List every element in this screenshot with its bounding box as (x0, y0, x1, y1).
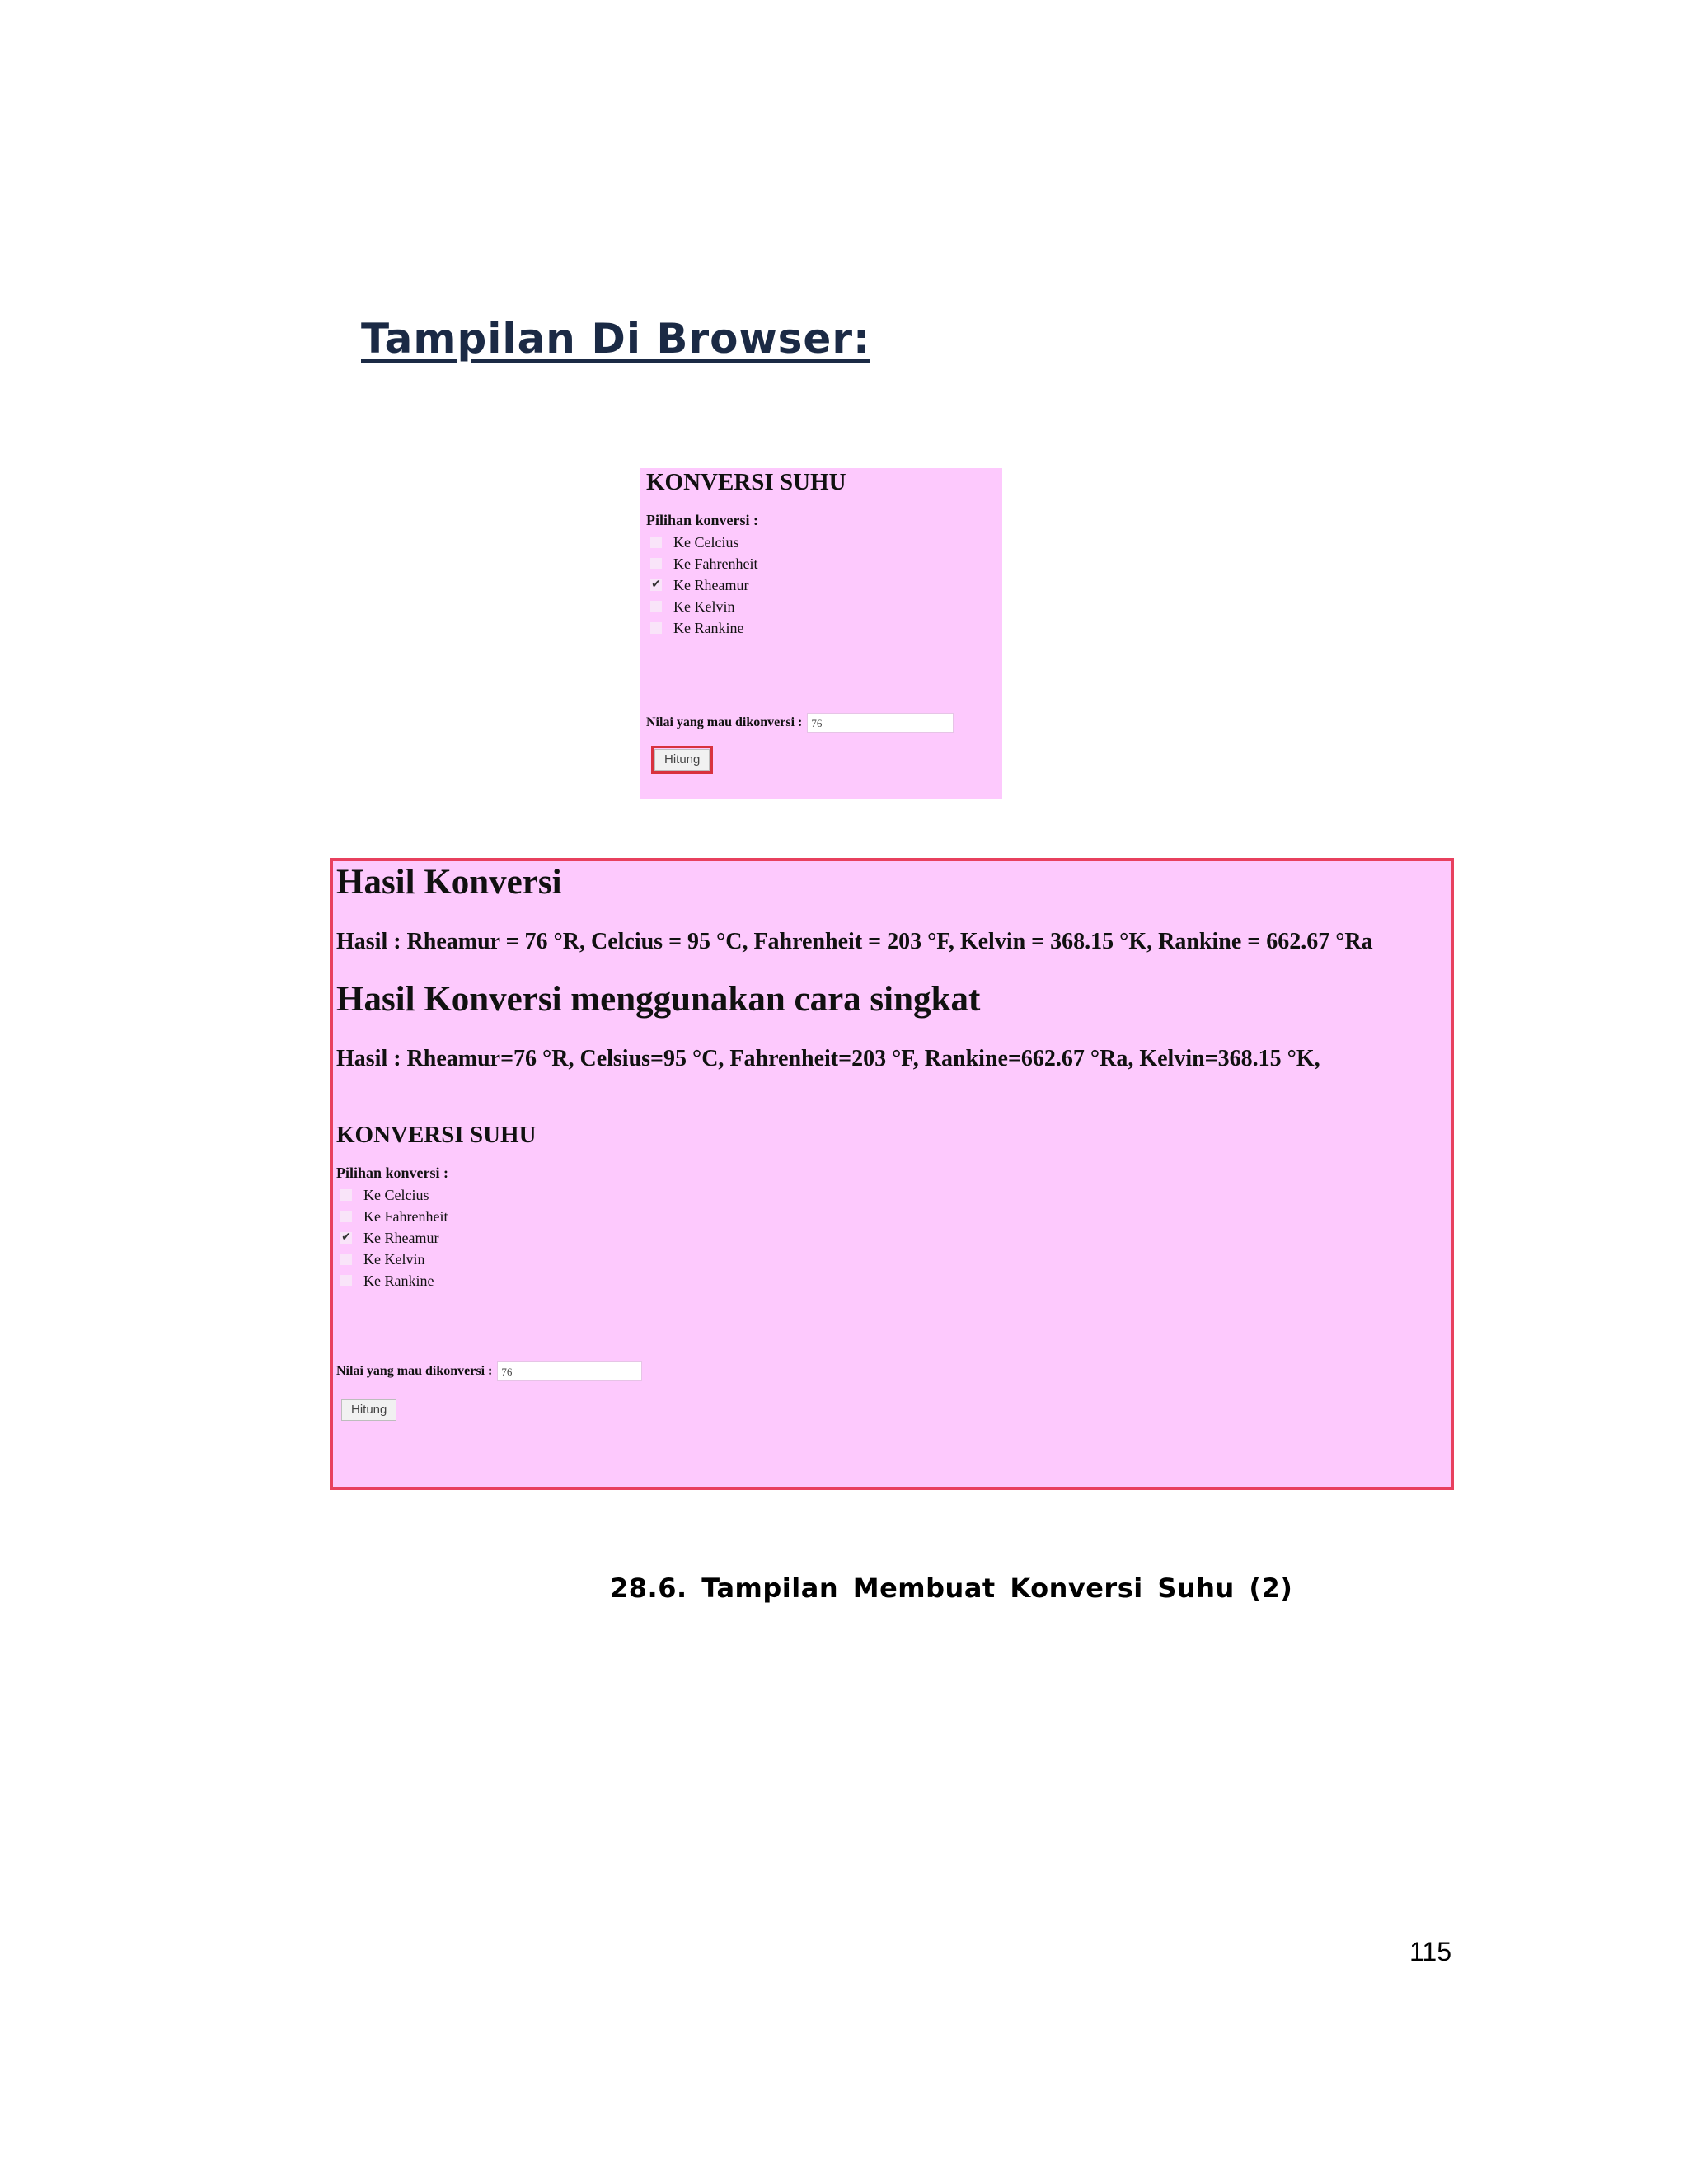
value-input[interactable]: 76 (497, 1361, 642, 1381)
value-label: Nilai yang mau dikonversi : (646, 715, 803, 729)
option-label: Ke Rheamur (363, 1229, 439, 1246)
option-label: Ke Rankine (363, 1272, 434, 1289)
checkbox[interactable] (340, 1189, 352, 1201)
option-label: Ke Kelvin (363, 1250, 425, 1268)
checkbox[interactable] (650, 601, 662, 612)
value-row (646, 713, 996, 733)
option-label: Ke Fahrenheit (673, 555, 758, 572)
form-screenshot (640, 468, 1002, 799)
checkbox-checked[interactable]: ✔ (651, 579, 661, 591)
value-input[interactable]: 76 (807, 713, 954, 733)
result-screenshot (330, 858, 1454, 1490)
option-fahrenheit[interactable] (646, 553, 996, 574)
option-rheamur[interactable] (336, 1227, 1447, 1249)
figure-caption: 28.6. Tampilan Membuat Konversi Suhu (2) (610, 1572, 1293, 1604)
checkbox-checked[interactable]: ✔ (341, 1231, 351, 1244)
option-celcius[interactable] (646, 532, 996, 553)
checkbox[interactable] (650, 622, 662, 634)
value-row (336, 1361, 1447, 1381)
checkbox[interactable] (650, 537, 662, 548)
option-label: Ke Celcius (673, 533, 739, 551)
checkbox[interactable] (340, 1254, 352, 1265)
page-heading: Tampilan Di Browser: (361, 315, 870, 363)
option-rheamur[interactable] (646, 574, 996, 596)
option-celcius[interactable] (336, 1184, 1447, 1206)
value-label: Nilai yang mau dikonversi : (336, 1364, 493, 1378)
option-kelvin[interactable] (336, 1249, 1447, 1270)
checkbox[interactable] (650, 558, 662, 569)
result-line: Hasil : Rheamur = 76 °R, Celcius = 95 °C, Fahrenheit = 203 °F, Kelvin = 368.15 °K, Rankine = 662.67 °Ra (336, 929, 1373, 954)
short-result-line: Hasil : Rheamur=76 °R, Celsius=95 °C, Fahrenheit=203 °F, Rankine=662.67 °Ra, Kelvin=368.15 °K, (336, 1046, 1320, 1071)
result-title: Hasil Konversi (336, 863, 562, 902)
hitung-button[interactable]: Hitung (341, 1399, 396, 1421)
option-label: Ke Celcius (363, 1186, 429, 1203)
options-label: Pilihan konversi : (336, 1165, 449, 1181)
option-rankine[interactable] (336, 1270, 1447, 1291)
option-rankine[interactable] (646, 617, 996, 639)
checkbox[interactable] (340, 1211, 352, 1222)
option-label: Ke Fahrenheit (363, 1207, 448, 1225)
short-result-title: Hasil Konversi menggunakan cara singkat (336, 980, 981, 1019)
option-label: Ke Rheamur (673, 576, 749, 593)
form-title: KONVERSI SUHU (336, 1122, 537, 1148)
hitung-button[interactable]: Hitung (654, 749, 710, 771)
option-label: Ke Rankine (673, 619, 744, 636)
page-number: 115 (1409, 1937, 1452, 1966)
option-kelvin[interactable] (646, 596, 996, 617)
form-title: KONVERSI SUHU (646, 469, 846, 495)
option-label: Ke Kelvin (673, 598, 735, 615)
options-label: Pilihan konversi : (646, 512, 759, 528)
option-fahrenheit[interactable] (336, 1206, 1447, 1227)
checkbox[interactable] (340, 1275, 352, 1286)
